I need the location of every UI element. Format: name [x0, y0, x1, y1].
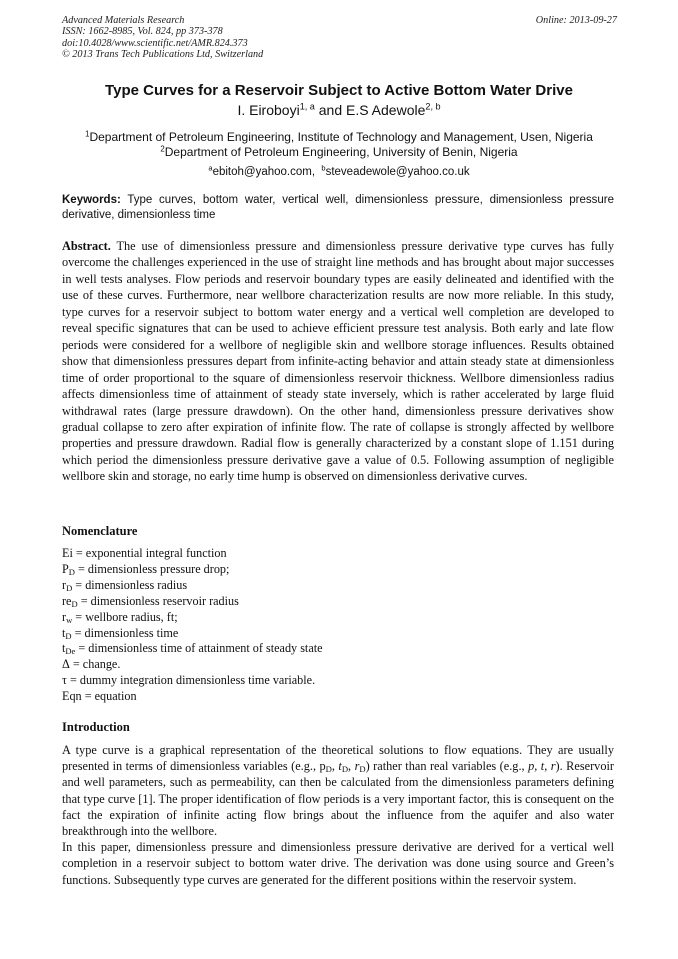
affiliation-2-text: Department of Petroleum Engineering, University of Benin, Nigeria [164, 145, 518, 159]
affiliation-1-number: 1 [85, 129, 90, 139]
introduction-body [62, 742, 614, 888]
email-b-marker: b [321, 163, 326, 173]
author-line [0, 102, 678, 118]
online-date: Online: 2013-09-27 [535, 15, 617, 26]
author-1-marker: 1, a [299, 101, 315, 112]
introduction-heading: Introduction [62, 720, 130, 734]
email-a-marker: a [208, 163, 213, 173]
nomenclature-heading: Nomenclature [62, 524, 138, 538]
journal-copyright: © 2013 Trans Tech Publications Ltd, Switzerland [62, 48, 264, 60]
introduction-paragraph-2: In this paper, dimensionless pressure and dimensionless pressure derivative are derived for a vertical well completion in a reservoir subject to bottom water drive. The derivation was done using source and Green’s functions. Subsequently type curves are generated for the different positions within the reservoir system. [62, 840, 614, 887]
paper-title: Type Curves for a Reservoir Subject to Active Bottom Water Drive [105, 82, 573, 99]
abstract-label: Abstract. [62, 239, 111, 253]
affiliation-1-text: Department of Petroleum Engineering, Institute of Technology and Management, Usen, Nigeria [89, 130, 593, 144]
email-b[interactable]: steveadewole@yahoo.co.uk [325, 166, 470, 178]
nomenclature-item: $t_D$ = dimensionless time [62, 625, 179, 641]
journal-issn: ISSN: 1662-8985, Vol. 824, pp 373-378 [62, 26, 223, 38]
nomenclature-item: τ = dummy integration dimensionless time variable. [62, 673, 316, 688]
nomenclature-item: Eqn = equation [62, 689, 137, 704]
nomenclature-list [62, 546, 614, 705]
author-1: I. Eiroboyi [237, 102, 300, 118]
nomenclature-item: $P_D$ = dimensionless pressure drop; [62, 561, 230, 578]
nomenclature-item: $r_w$ = wellbore radius, ft; [62, 609, 178, 625]
affiliation-2-number: 2 [160, 144, 165, 154]
author-2-marker: 2, b [425, 101, 441, 112]
keywords-label: Keywords: [62, 194, 121, 206]
abstract-text: The use of dimensionless pressure and dimensionless pressure derivative type curves has fully overcome the challenges experienced in the use of straight line methods and has brought about major successes in well tests analyses. Flow periods and reservoir boundary types are easily delineated and identified with the use of these curves. Furthermore, near wellbore characterization results are now more reliable. In this study, type curves for a reservoir subject to bottom water energy and a vertical well completion are developed to reveal specific signatures that can be used to achieve efficient pressure test analysis. Both early and late flow periods were considered for a wellbore of negligible skin and wellbore storage influences. Results obtained show that dimensionless pressures depart from infinite-acting behavior and attain steady state at dimensionless time of order proportional to the square of dimensionless reservoir thickness. Wellbore dimensionless radius affects dimensionless time of attainment of steady state inversely, which is rather accelerated by large fluid withdrawal rates (large pressure drawdown). On the other hand, dimensionless pressure derivatives show gradual collapse to zero after expiration of infinite flow. The rate of collapse is strongly affected by wellbore properties and pressure drawdown. Radial flow is generally characterized by a constant slope of 1.151 during which period the dimensionless pressure derivative gave a value of 0.5. Following assumption of negligible wellbore skin and storage, no early time hump is observed on dimensionless derivative curves. [62, 239, 614, 484]
abstract-block [62, 238, 614, 485]
nomenclature-item: Δ = change. [62, 657, 121, 672]
nomenclature-item: $t_{De}$ = dimensionless time of attainment of steady state [62, 641, 323, 657]
keywords-block [62, 193, 614, 223]
author-joiner: and [314, 102, 346, 118]
nomenclature-item: $re_D$ = dimensionless reservoir radius [62, 593, 239, 609]
keywords-text: Type curves, bottom water, vertical well, dimensionless pressure, dimensionless pressure derivative, dimensionless time [62, 194, 614, 221]
email-a[interactable]: ebitoh@yahoo.com, [212, 166, 316, 178]
journal-doi: doi:10.4028/www.scientific.net/AMR.824.373 [62, 37, 248, 49]
introduction-paragraph-1: A type curve is a graphical representation of the theoretical solutions to flow equations. They are usually presented in terms of dimensionless variables (e.g., $p_D$, $t_D$, $r_D$) rather than real variables (e.g., p, t, r). Reservoir and well parameters, such as permeability, can then be calculated from the dimensionless parameters defining that type curve [1]. The proper identification of flow periods is a very important factor, this is consequent on the fact the expiration of infinite acting flow brings about the influence from the aquifer and also water breakthrough into the wellbore. [62, 743, 614, 839]
affiliation-1 [0, 130, 678, 144]
journal-header [62, 15, 617, 60]
nomenclature-item: Ei = exponential integral function [62, 546, 227, 560]
affiliation-2 [0, 145, 678, 159]
email-line [0, 163, 678, 178]
nomenclature-item: $r_D$ = dimensionless radius [62, 577, 188, 593]
author-2: E.S Adewole [346, 102, 426, 118]
journal-name: Advanced Materials Research [62, 15, 185, 26]
